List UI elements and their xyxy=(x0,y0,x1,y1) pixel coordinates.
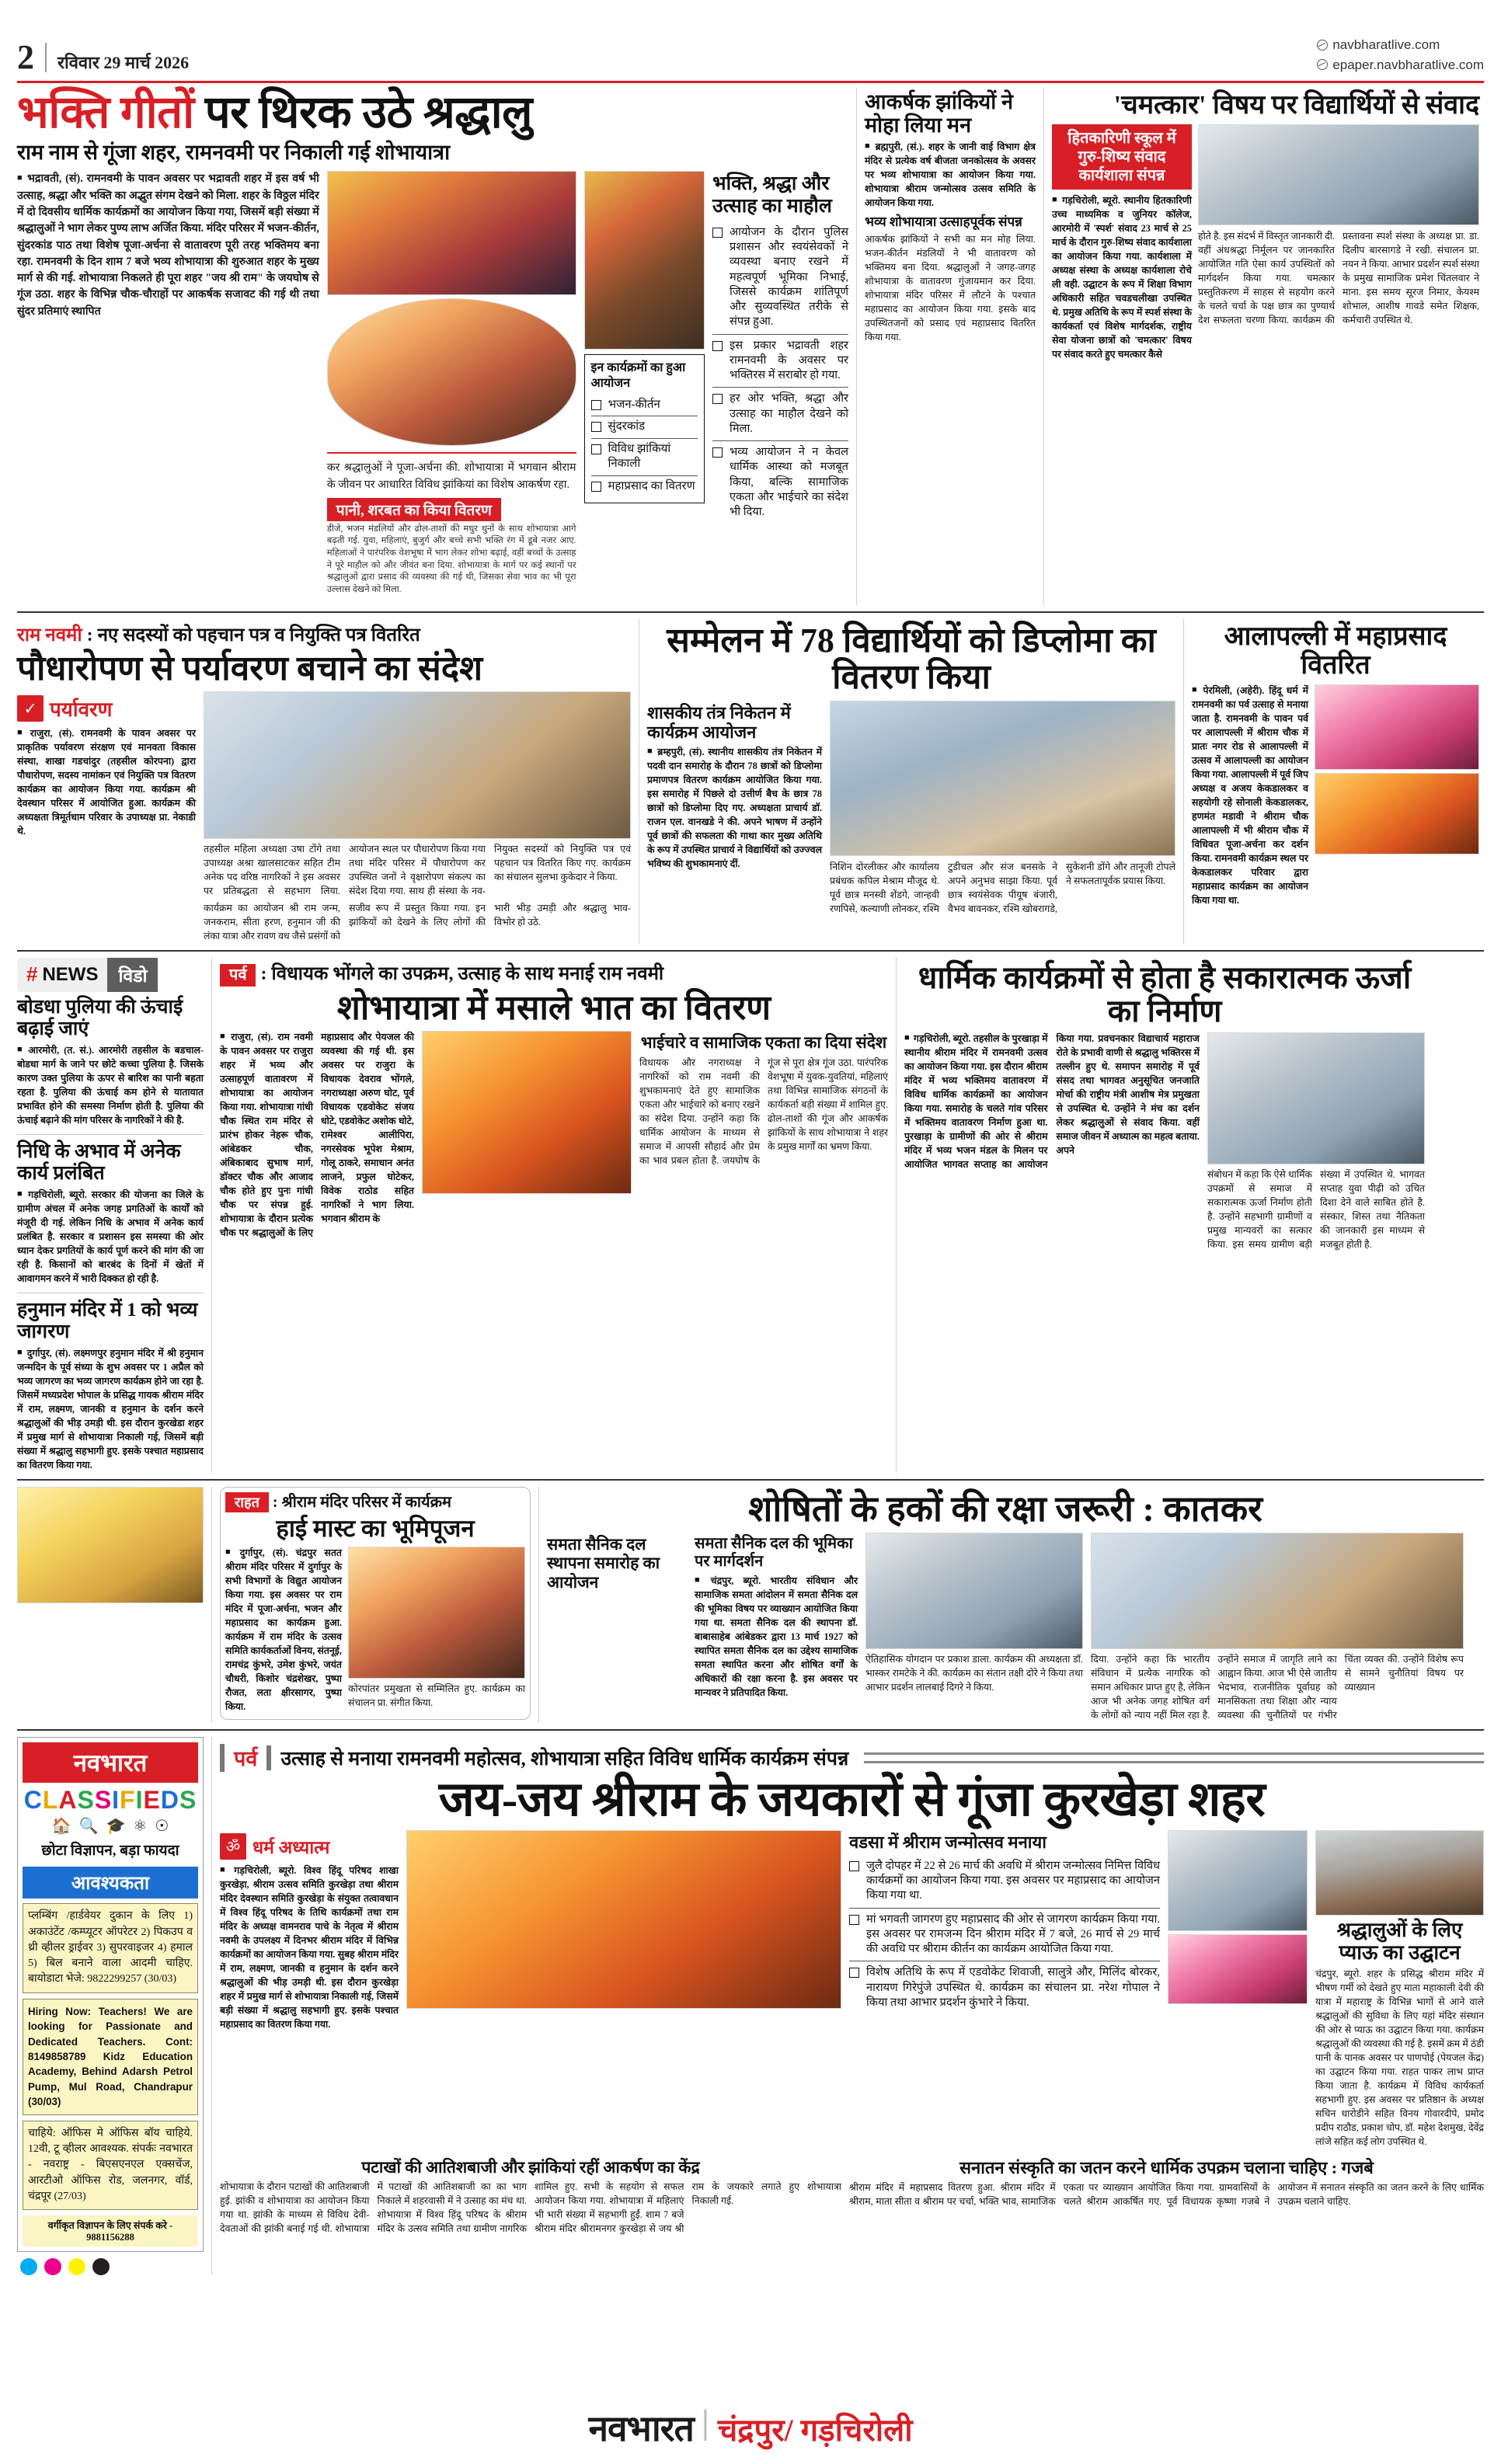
dharmik-photo xyxy=(1207,1032,1425,1164)
program-item: भजन-कीर्तन xyxy=(591,395,698,417)
chamatkar-photo-col xyxy=(1198,124,1479,362)
paryavaran-story xyxy=(17,619,639,944)
lead-right-col xyxy=(712,171,848,604)
cmyk-magenta xyxy=(44,2258,61,2275)
samata-photo-2 xyxy=(1091,1533,1464,1649)
band-separator xyxy=(17,1479,1484,1481)
logo-divider xyxy=(705,2410,707,2441)
chamatkar-redbox: हितकारिणी स्कूल में गुरु-शिष्य संवाद कार्यशाला संपन्न xyxy=(1052,124,1192,190)
dharm-badge xyxy=(220,1833,399,1860)
parv-bottom-headline: जय-जय श्रीराम के जयकारों से गूंजा कुरखेड़ा शहर xyxy=(438,1773,1266,1827)
band-separator xyxy=(17,611,1484,613)
epaper-row[interactable] xyxy=(1317,55,1484,75)
globe-icon xyxy=(1317,59,1328,70)
shobhayatra-subhead: भाईचारे व सामाजिक एकता का दिया संदेश xyxy=(640,1033,887,1053)
classifieds-icons xyxy=(23,1816,198,1836)
leaf-icon: ✓ xyxy=(17,695,44,722)
alapalli-photo-col xyxy=(1315,684,1479,908)
environment-label: पर्यावरण xyxy=(50,698,113,722)
shobhayatra-kicker-text: : विधायक भोंगले का उपक्रम, उत्साह के साथ मनाई राम नवमी xyxy=(260,963,664,984)
house-icon: 🏠 xyxy=(51,1818,71,1836)
parv-left-col xyxy=(220,1830,399,2149)
chamatkar-redbox-col xyxy=(1052,124,1192,362)
parv-kicker-2: वडसा में श्रीराम जन्मोत्सव मनाया xyxy=(849,1832,1047,1852)
shobhayatra-photo xyxy=(422,1031,632,1194)
parv-bar-left xyxy=(220,1744,225,1772)
cmyk-registration-marks xyxy=(17,2258,204,2275)
hash-icon: # xyxy=(26,962,38,987)
classified-ad[interactable]: Hiring Now: Teachers! We are looking for Passionate and Dedicated Teachers. Cont: 8149858789 Kidz Education Academy, Behind Adarsh Petrol Pump, Mul Road, Chandrapur (30/03) xyxy=(23,1999,198,2115)
lead-photo-col xyxy=(327,171,576,604)
paryavaran-caption: तहसील महिला अध्यक्षा उषा टोंगे तथा उपाध्यक्ष अश्रा खालसाटकर सहित टीम अनेक पद वरिष्ठ नागरिकों ने इस अवसर पर प्रतिबद्धता से सहभाग लिया. आयोजन स्थल पर पौधारोपण किया गया तथा मंदिर परिसर में पौधारोपण कर उपस्थित जनों ने वृक्षारोपण संकल्प का संदेश दिया गया. साथ ही संस्था के नव-नियुक्त सदस्यों को नियुक्ति पत्र एवं पहचान पत्र वितरित किए गए. कार्यक्रम का संचालन सुलभा कुकेदार ने किया. xyxy=(204,844,631,897)
edition-name: चंद्रपुर/ गड़चिरोली xyxy=(717,2413,913,2448)
classifieds-logo: नवभारत xyxy=(23,1742,198,1783)
classifieds-word: CLASSIFIEDS xyxy=(23,1786,197,1815)
lead-photo-crowd xyxy=(584,171,705,350)
parv-bullets-2 xyxy=(849,1855,1160,2014)
chamatkar-story xyxy=(1044,88,1479,605)
samata-caption: ऐतिहासिक योगदान पर प्रकाश डाला. कार्यक्रम की अध्यक्षता डॉ. भास्कर रामटेके ने की. कार्यक्रम का संतान तक्षी दोरे ने किया तथा आभार प्रदर्शन लालबाई दिगरे ने किया. xyxy=(865,1654,1083,1693)
lead-boxlist-col xyxy=(584,171,705,604)
parv-body: ■ गड़चिरोली, ब्यूरो. विश्व हिंदू परिषद शाखा कुरखेड़ा, श्रीराम उत्सव समिति कुरखेड़ा तथा श्रीराम मंदिर देवस्थान समिति कुरखेड़ा के संयुक्त तत्वावधान में विश्व हिंदू परिषद के तिथि कार्यक्रमों तथा राम मंदिर के अध्यक्ष वामनराव पाचे के नेतृत्व में श्रीराम नवमी के उपलक्ष्य में दिनभर श्रीराम मंदिर में विभिन्न कार्यक्रमों का आयोजन किया गया. सुबह श्रीराम मंदिर में राम, लक्ष्मण, जानकी व हनुमान के दर्शन करने श्रद्धालुओं की भीड़ उमड़ी थी. इस दौरान कुरखेड़ा शहर में प्रमुख मार्ग से शोभायात्रा निकाली गई, जिसमें बड़ी संख्या में श्रद्धालु सहभागी हुए. इसके पश्चात महाप्रसाद का वितरण किया गया. xyxy=(220,1864,399,2032)
jhanki-subhead: भव्य शोभायात्रा उत्साहपूर्वक संपन्न xyxy=(865,214,1022,230)
sammelan-headline: सम्मेलन में 78 विद्यार्थियों को डिप्लोमा का वितरण किया xyxy=(667,621,1156,697)
masthead-date: रविवार 29 मार्च 2026 xyxy=(57,53,190,72)
alapalli-text-col xyxy=(1192,684,1308,908)
parv-body-4: शोभायात्रा के दौरान पटाखों की आतिशबाजी हुई. झांकी व शोभायात्रा का आयोजन किया गया था. झांकी के माध्यम से विविध देवी-देवताओं की झांकी बनाई गई थी. शोभायात्रा में पटाखों की आतिशबाजी का का भाग निकाले में शहरवासी में ने उत्साह का मंच था. शोभायात्रा में विश्व हिंदू परिषद के श्रीराम मंदिर के उत्सव समिति तथा ग्रामीण नागरिक शामिल हुए. सभी के सहयोग से सफल आयोजन किया गया. शोभायात्रा में महिलाएं भी भारी संख्या में सहभागी हुईं. शाम 7 बजे श्रीराम मंदिर श्रीरामनगर कुरखेड़ा से जय श्री राम के जयकारे लगाते हुए शोभायात्रा निकाली गई. xyxy=(220,2180,841,2234)
parv-photo-col xyxy=(406,1830,841,2149)
pyau-story xyxy=(1315,1830,1484,2149)
dharmik-text-col xyxy=(904,1032,1200,1252)
parv-caption-col xyxy=(220,2156,841,2236)
environment-badge xyxy=(17,694,196,722)
parv-tag: पर्व xyxy=(220,964,256,987)
paryavaran-left xyxy=(17,691,196,944)
news-body-1: ■ आरमोरी, (त. सं.). आरमोरी तहसील के बडचाल-बोडधा मार्ग के जाने पर छोटे कच्चा पुलिया है. जिसके कारण उक्त पुलिया के ऊपर से बारिश का पानी बहता रहता है. पुलिया की ऊंचाई कम होने से यातायात प्रभावित होने की समस्या निर्माण होती है. पुलिया की ऊंचाई बढ़ाने की मांग परिसर के नागरिकों ने की है. xyxy=(17,1044,204,1128)
classified-ad[interactable]: प्लम्बिंग /हार्डवेयर दुकान के लिए 1) अकाउंटेंट /कम्प्यूटर ऑपरेटर 2) पिकउप व थ्री व्हीलर ड्राईवर 3) सुपरवाइजर 4) हमाल 5) बिल बनाने वाला आदमी चाहिए. बायोडाटा भेजे: 9822299257 (30/03) xyxy=(23,1903,198,1992)
news-label: NEWS xyxy=(42,963,99,985)
water-kicker: पानी, शरबत का किया वितरण xyxy=(327,498,501,521)
lead-photo-caption: डीजे, भजन मंडलियों और ढोल-ताशों की मधुर धुनों के साथ शोभायात्रा आगे बढ़ती गई. युवा, महिलाएं, बुजुर्ग और बच्चे सभी भक्ति रंग में डूबे नजर आए. महिलाओं ने पारंपरिक वेशभूषा में भाग लेकर शोभा बढ़ाई, वहीं बच्चों के उत्साह ने पूरे माहौल को और जीवंत बना दिया. शोभायात्रा के मार्ग पर कई स्थानों पर श्रद्धालुओं द्वारा प्रसाद की व्यवस्था की गई थी, जिसका सेवा भाव का भी पूरा उल्लास देखने को मिला. xyxy=(326,524,576,594)
classifieds-section-title: आवश्यकता xyxy=(23,1867,198,1898)
parv-photo-felicitation xyxy=(1168,1830,1308,1931)
shobhayatra-right-col xyxy=(639,1031,888,1241)
newspaper-logo: नवभारत xyxy=(588,2409,694,2448)
parv-bar-mid xyxy=(266,1745,271,1770)
parv-caption-bottom: पटाखों की आतिशबाजी और झांकियां रहीं आकर्षण का केंद्र xyxy=(361,2157,700,2177)
lead-photo-jhanki-top xyxy=(327,171,576,295)
parv-mid-col xyxy=(849,1830,1160,2149)
pyau-photo xyxy=(1315,1830,1484,1916)
highmast-photo xyxy=(348,1547,525,1679)
wheel-icon: ⚛ xyxy=(133,1818,148,1836)
sammelan-body: ■ ब्रम्हपुरी, (सं). स्थानीय शासकीय तंत्र निकेतन में पदवी दान समारोह के दौरान 78 छात्रों को डिप्लोमा प्रमाणपत्र वितरण कार्यक्रम आयोजित किया गया. इस समारोह में पिछले दो उत्तीर्ण बैच के छात्र 78 छात्रों को डिप्लोमा दिए गए. अध्यक्षता प्राचार्य डॉ. राजन एल. वानखडे ने की. अपने भाषण में उन्होंने पूर्व छात्रों की सफलता की गाथा कार मुख्य अतिथि के रूप में उपस्थित प्राचार्य ने विद्यार्थियों को उज्ज्वल भविष्य की शुभकामनाएं दीं. xyxy=(647,746,822,872)
shobhayatra-photo-col xyxy=(422,1031,632,1241)
alapalli-photo-procession xyxy=(1315,773,1479,854)
website-url: navbharatlive.com xyxy=(1332,37,1440,52)
programs-list xyxy=(591,395,698,498)
shobhayatra-text-col xyxy=(220,1031,414,1241)
alapalli-body: ■ पेरमिली, (अहेरी). हिंदू धर्म में रामनवमी का पर्व उत्साह से मनाया जाता है. रामनवमी के पावन पर्व पर आलापल्ली में श्रीराम चौक में प्रातः नगर रोड से आलापल्ली में उत्सव में आलापल्ली का आयोजन किया गया. आलापल्ली में पूर्व जिप अध्यक्ष व अजय केकडालकर व सहयोगी रहे सोनाली केकडालकर, हणमंत मडावी ने श्रीराम चौक आलापल्ली में भी श्रीराम चौक में विधिवत पूजा-अर्चना कर दर्शन किया. रामनवमी कार्यक्रम स्थल पर केकडालकर परिवार द्वारा महाप्रसाद कार्यक्रम का आयोजन किया गया था. xyxy=(1192,684,1308,908)
shobhayatra-body-2: विधायक और नगराध्यक्ष ने नागरिकों को राम नवमी की शुभकामनाएं देते हुए सामाजिक एकता और भाईचारे को बनाए रखने का संदेश दिया. उन्होंने कहा कि धार्मिक आयोजन के माध्यम से समाज में आपसी सौहार्द और प्रेम का भाव प्रबल होता है. जयघोष के गूंज से पूरा क्षेत्र गूंज उठा. पारंपरिक वेशभूषा में युवक-युवतियां, महिलाएं तथा विभिन्न सामाजिक संगठनों के कार्यकर्ता बड़ी संख्या में शामिल हुए. ढोल-ताशों की गूंज और आकर्षक झांकियों के साथ शोभायात्रा ने शहर के प्रमुख मार्गों का भ्रमण किया. xyxy=(639,1056,888,1166)
masthead-left xyxy=(17,40,189,75)
masthead-links xyxy=(1317,35,1484,75)
shobhayatra-headline: शोभायात्रा में मसाले भात का वितरण xyxy=(336,988,771,1027)
jhanki-story xyxy=(857,88,1043,605)
classifieds-block xyxy=(17,1737,211,2275)
highmast-text-col xyxy=(225,1547,342,1714)
page-number: 2 xyxy=(17,38,34,76)
left-filler-photo xyxy=(17,1487,204,1603)
highmast-kicker-text: : श्रीराम मंदिर परिसर में कार्यक्रम xyxy=(272,1493,451,1511)
samata-photo-col xyxy=(865,1533,1083,1723)
sanatan-body: श्रीराम मंदिर में महाप्रसाद वितरण हुआ. श्रीराम मंदिर में श्रीराम, माता सीता व श्रीराम पर चर्चा, भक्ति भाव, सामाजिक एकता पर व्याख्यान आयोजित किया गया. ग्रामवासियों के चलते श्रीराम आकर्षित गए. पूर्व विधायक कृष्णा गजबे ने आयोजन में सनातन संस्कृति का जतन करने के लिए धार्मिक उपक्रम चलाने चाहिए. xyxy=(849,2181,1484,2207)
parv-photo-col-2 xyxy=(1168,1830,1308,2149)
masthead-rule xyxy=(17,81,1484,83)
website-row[interactable] xyxy=(1317,35,1484,55)
search-icon: 🔍 xyxy=(78,1818,99,1836)
shobhayatra-body: ■ राजुरा, (सं). राम नवमी के पावन अवसर पर राजुरा शहर में भव्य और उत्साहपूर्ण वातावरण में शोभायात्रा का आयोजन किया गया. शोभायात्रा गांधी चौक स्थित राम मंदिर से प्रारंभ होकर नेहरू चौक, आंबेडकर चौक, अंबिकाबाद सुभाष मार्ग, डॉक्टर चौक और आजाद चौक होते हुए पुनः गांधी चौक पर संपन्न हुई. शोभायात्रा के दौरान प्रत्येक चौक पर श्रद्धालुओं के लिए महाप्रसाद और पेयजल की व्यवस्था की गई थी. इस अवसर पर राजुरा के विधायक देवराव भोंगले, नगराध्यक्षा अरुण घोट, पूर्व विधायक एडवोकेट संजय धोटे, एडवोकेट अशोक धोटे, रामेश्वर आलीपिरा, नगरसेवक भूपेश मेश्राम, गोलू ठाकरे, समाधान अनंत लाजने, प्रफुल घोटेकर, विवेक राठोड सहित नागरिकों ने भाग लिया. भगवान श्रीराम के xyxy=(220,1031,414,1241)
chamatkar-photo xyxy=(1198,124,1479,225)
band-four xyxy=(17,1487,1484,1724)
samata-subhead-left: समता सैनिक दल स्थापना समारोह का आयोजन xyxy=(547,1535,660,1592)
paryavaran-body: ■ राजुरा, (सं). रामनवमी के पावन अवसर पर प्राकृतिक पर्यावरण संरक्षण एवं मानवता विकास संस्था, शाखा गडचांदुर (तहसील कोरपना) द्वारा पौधारोपण, सदस्य नामांकन एवं नियुक्ति पत्र वितरण कार्यक्रम का आयोजन किया गया. कार्यक्रम श्री देवस्थान परिसर में आयोजित हुआ. कार्यक्रम की अध्यक्षता त्रिमूर्तधाम परिवार के उपाध्यक्ष प्रा. नेकाडी थे. xyxy=(17,727,196,839)
alapalli-story xyxy=(1184,619,1479,944)
lead-right-headline: भक्ति, श्रद्धा और उत्साह का माहौल xyxy=(712,173,832,218)
news-headline-3: हनुमान मंदिर में 1 को भव्य जागरण xyxy=(17,1299,198,1342)
lead-right-item: हर ओर भक्ति, श्रद्धा और उत्साह का माहौल देखने को मिला. xyxy=(712,388,848,441)
samata-sub-col xyxy=(695,1533,858,1723)
sanatan-col xyxy=(849,2156,1484,2236)
sammelan-body-2: निशिन दोरलीकर और कार्यालय प्रबंधक कपिल मेश्राम मौजूद थे. पूर्व छात्र मनस्वी शेंडगे, जान्हवी रणपिसे, कल्याणी लोनकर, रश्मि टुडीचल और संज बनसके ने अपने अनुभव साझा किया. पूर्व छात्र स्वयंसेवक पीयूष बंजारी, वैभव बावनकर, रश्मि खोबरागडे, सुकेशनी डोंगे और तानूजी टोपले ने सफलतापूर्वक प्रयास किया. xyxy=(830,861,1175,914)
jhanki-body-2: आकर्षक झांकियों ने सभी का मन मोह लिया. भजन-कीर्तन मंडलियों ने भी वातावरण को भक्तिमय बना दिया. श्रद्धालुओं ने जगह-जगह शोभायात्रा के वातावरण गुंजायमान कर दिया. शोभायात्रा मंदिर परिसर में लौटने के पश्चात महाप्रसाद का आयोजन किया गया. इसके बाद उपस्थितजनों को प्रसाद एवं महाप्रसाद वितरित किया गया. xyxy=(865,233,1036,343)
dharmik-photo-col xyxy=(1207,1032,1425,1252)
chamatkar-headline: 'चमत्कार' विषय पर विद्यार्थियों से संवाद xyxy=(1113,91,1479,120)
news-headline-1: बोडधा पुलिया की ऊंचाई बढ़ाई जाएं xyxy=(17,996,183,1039)
news-headline-2: निधि के अभाव में अनेक कार्य प्रलंबित xyxy=(17,1140,181,1184)
samata-photo-1 xyxy=(865,1533,1083,1649)
jhanki-body: ■ ब्रह्मपुरी, (सं.). शहर के जानी वाई विभाग क्षेत्र मंदिर से प्रत्येक वर्ष बीजता जनकोत्सव के अवसर पर भव्य शोभायात्रा का आयोजन किया गया. शोभायात्रा श्रीराम जन्मोत्सव उत्सव समिति के आयोजन किया गया. xyxy=(865,141,1036,211)
dharmik-headline: धार्मिक कार्यक्रमों से होता है सकारात्मक ऊर्जा का निर्माण xyxy=(918,959,1412,1029)
parv-tag-label: पर्व xyxy=(234,1747,258,1771)
news-body-2: ■ गड़चिरोली, ब्यूरो. सरकार की योजना का जिले के ग्रामीण अंचल में अनेक जगह प्रगतिओं के कार्यों को मंजूरी दी गई. लेकिन निधि के अभाव में अनेक कार्य प्रलंबित है. सरकार व प्रशासन इस समस्या की ओर ध्यान देकर प्रगतियों के कार्य पूर्ण करने की मांग की जा रही है. किसानों को बारबंद के दिनों में खेतों में आवागमन करने में भारी दिक्कत हो रही है. xyxy=(17,1188,204,1286)
samata-headline: शोषितों के हकों की रक्षा जरूरी : कातकर xyxy=(748,1488,1262,1529)
shobhayatra-story xyxy=(212,958,896,1473)
sammelan-subhead: शासकीय तंत्र निकेतन में कार्यक्रम आयोजन xyxy=(647,702,791,742)
highmast-body: ■ दुर्गापुर, (सं). चंद्रपुर सतत श्रीराम मंदिर परिसर में दुर्गापुर के सभी विभागों के विद्युत आयोजन किया गया. इस अवसर पर राम मंदिर में पूजा-अर्चना, भजन और महाप्रसाद का कार्यक्रम हुआ. कार्यक्रम में राम मंदिर के उत्सव समिति कार्यकर्ताओं विनय, संतनूई, रामचंद्र कुंभरे, उमेश कुंभरे, जयंत चौधरी, किशोर चंद्रशेखर, पुष्पा रौजत, लता क्षीरसागर, पुष्पा किया. xyxy=(225,1547,342,1714)
samata-redbox-col xyxy=(547,1533,687,1723)
band-separator xyxy=(17,950,1484,952)
news-badge-left xyxy=(17,958,107,992)
samata-text-col xyxy=(1091,1533,1464,1723)
samata-body: ■ चंद्रपुर, ब्यूरो. भारतीय संविधान और सामाजिक समता आंदोलन में समता सैनिक दल की भूमिका विषय पर व्याख्यान आयोजित किया गया था. समता सैनिक दल की स्थापना डॉ. बाबासाहेब आंबेडकर द्वारा 13 मार्च 1927 को स्थापित समता सैनिक दल का उद्देश्य सामाजिक समता स्थापित करना और शोषित वर्गों के अधिकारों की रक्षा करना है. इस अवसर पर मान्यवर ने प्रतिपादित किया. xyxy=(695,1575,858,1700)
classifieds-wrapper xyxy=(17,1737,204,2252)
om-icon: ॐ xyxy=(220,1833,246,1860)
highmast-photo-col xyxy=(348,1547,525,1714)
parv-bullet: मां भगवती जागरण हुए महाप्रसाद की ओर से जागरण कार्यक्रम किया गया. इस अवसर पर रामजन्म दिन श्रीराम मंदिर में 7 बजे, 26 मार्च से 29 मार्च की अवधि पर श्रीराम कीर्तन का कार्यक्रम आयोजित किया गया. xyxy=(849,1909,1160,1962)
paryavaran-kicker xyxy=(17,624,631,647)
band-two xyxy=(17,619,1484,944)
highmast-caption: कोरपांतर प्रमुखता से सम्मिलित हुए. कार्यक्रम का संचालन प्रा. संगीत किया. xyxy=(348,1683,525,1709)
lead-right-item: भव्य आयोजन ने न केवल धार्मिक आस्था को मजबूत किया, बल्कि सामाजिक एकता और भाईचारे का संदेश भी दिया. xyxy=(712,441,848,524)
parv-photo-procession xyxy=(406,1830,841,2009)
program-item: सुंदरकांड xyxy=(591,416,698,439)
alapalli-photo-banner xyxy=(1315,684,1479,770)
parv-tag-text: उत्साह से मनाया रामनवमी महोत्सव, शोभायात्रा सहित विविध धार्मिक कार्यक्रम संपन्न xyxy=(280,1748,849,1770)
lead-headline-black: पर थिरक उठे श्रद्धालु xyxy=(204,87,532,137)
program-item: विविध झांकियां निकाली xyxy=(591,439,698,476)
rahat-tag: राहत xyxy=(225,1492,269,1513)
lead-right-list xyxy=(712,221,848,524)
paryavaran-right xyxy=(204,691,631,944)
lead-story xyxy=(17,88,856,605)
paryavaran-kicker-red: राम नवमी xyxy=(17,625,82,646)
lead-right-item: आयोजन के दौरान पुलिस प्रशासन और स्वयंसेवकों ने व्यवस्था बनाए रखने में महत्वपूर्ण भूमिका निभाई, जिससे कार्यक्रम शांतिपूर्ण और सुव्यवस्थित तरीके से संपन्न हुआ. xyxy=(712,221,848,335)
samata-story xyxy=(539,1487,1464,1724)
pyau-headline: श्रद्धालुओं के लिए प्याऊ का उद्घाटन xyxy=(1336,1918,1463,1964)
highmast-story xyxy=(212,1487,538,1724)
alapalli-headline: आलापल्ली में महाप्रसाद वितरित xyxy=(1224,621,1447,680)
video-label[interactable]: विडो xyxy=(107,958,158,992)
classifieds-tagline: छोटा विज्ञापन, बड़ा फायदा xyxy=(41,1843,179,1860)
news-video-badge[interactable] xyxy=(17,958,211,992)
sammelan-left xyxy=(647,701,822,917)
sammelan-right xyxy=(830,701,1175,917)
news-video-column xyxy=(17,958,211,1473)
parv-decor-lines xyxy=(864,1752,1484,1763)
band-separator xyxy=(17,1729,1484,1731)
cmyk-black xyxy=(92,2258,110,2275)
dharm-label: धर्म अध्यात्म xyxy=(252,1837,330,1857)
sammelan-story xyxy=(639,619,1183,944)
dharmik-story xyxy=(897,958,1425,1473)
programs-box-title: इन कार्यक्रमों का हुआ आयोजन xyxy=(590,361,686,390)
parv-bar xyxy=(220,1743,1484,1772)
band-four-left xyxy=(17,1487,211,1724)
paryavaran-kicker-text: : नए सदस्यों को पहचान पत्र व नियुक्ति पत्र वितरित xyxy=(86,625,420,646)
pyau-body: चंद्रपुर, ब्यूरो. शहर के प्रसिद्ध श्रीराम मंदिर में भीषण गर्मी को देखते हुए माता महाकाली देवी की यात्रा में महाराष्ट्र के विभिन्न भागों से आने वाले श्रद्धालुओं की सुविधा के लिए यहां मंदिर संस्थान की ओर से प्याऊ का उद्घाटन किया गया. कार्यक्रम श्रद्धालुओं की व्यवस्था की गई है. इसमें क्रम में ठंडी पानी के पानक अवसर पर पाणपोई (पेयजल केंद्र) का उद्घाटन किया गया. राहत पाकर लाभ प्राप्त किया जाता है. कार्यक्रम में विविध कार्यकर्ता सहभागी हुए. इस अवसर पर प्रतिष्ठान के अध्यक्ष सचिन धारोडीने सहित विनय गोवारदीपे, प्रमोद प्रदीप राठौड, प्रकाश चोप, डॉ. महेश देशमुख, देवेंद्र लांजे सहित कई लोग उपस्थित थे. xyxy=(1315,1968,1484,2147)
graduation-cap-icon: 🎓 xyxy=(106,1818,126,1836)
band-lead xyxy=(17,88,1484,605)
classified-ad[interactable]: चाहिये: ऑफिस मे ऑफिस बॉय चाहिये. 12वी, टू व्हीलर आवश्यक. संपर्कः नवभारत - नवराष्ट्र - बिएसएनएल एक्सचेंज, आरटीओ ऑफिस रोड, जलनगर, वॉर्ड, चंद्रपूर (27/03) xyxy=(23,2121,198,2210)
band-five xyxy=(17,1737,1484,2275)
lead-left-col xyxy=(17,171,319,604)
lead-headline xyxy=(17,89,848,136)
lead-subhead: राम नाम से गूंजा शहर, रामनवमी पर निकाली गई शोभायात्रा xyxy=(17,141,451,165)
cmyk-cyan xyxy=(20,2258,37,2275)
lead-photo-jhanki-oval xyxy=(327,298,576,446)
masthead-divider xyxy=(45,43,47,72)
samata-body-2: दिया. उन्होंने कहा कि भारतीय संविधान में प्रत्येक नागरिक को समान अधिकार प्राप्त हुए है, लेकिन आज भी अनेक जगह शोषित वर्ग के लोगों को न्याय नहीं मिल रहा है. उन्होंने समाज में जागृति लाने का आह्वान किया. आज भी ऐसे जातीय भेदभाव, राजनीतिक पूर्वाग्रह को मानसिकता तथा शिक्षा और न्याय व्यवस्था की चुनौतियों पर गंभीर चिंता व्यक्त की. उन्होंने विशेष रूप से सामने चुनौतियां विषय पर व्याख्यान xyxy=(1091,1654,1464,1721)
lead-body-2: कर श्रद्धालुओं ने पूजा-अर्चना की. शोभायात्रा में भगवान श्रीराम के जीवन पर आधारित विविध झांकियां का विशेष आकर्षण रहा. xyxy=(326,461,576,491)
dharmik-body-2: संबोधन में कहा कि ऐसे धार्मिक उपक्रमों से समाज में सकारात्मक ऊर्जा निर्माण होती है. उन्होंने सहभागी ग्रामीणों व प्रमुख मान्यवरों का सत्कार किया. इस समय ग्रामीण बड़ी संख्या में उपस्थित थे. भागवत सप्ताह युवा पीढ़ी को उचित दिशा देने वाले साबित होते है. संस्कार, शिस्त तथा नैतिकता की जानकारी इस माध्यम से मजबूत होती है. xyxy=(1207,1169,1425,1251)
cmyk-yellow xyxy=(68,2258,85,2275)
shobhayatra-kicker xyxy=(220,962,888,987)
news-body-3: ■ दुर्गापुर, (सं). लक्ष्मणपुर हनुमान मंदिर में श्री हनुमान जन्मदिन के पूर्व संध्या के शुभ अवसर पर 1 अप्रैल को भव्य जागरण का भव्य जागरण कार्यक्रम होने जा रहा है. जिसमें मध्यप्रदेश भोपाल के प्रसिद्ध गायक श्रीराम मंदिर में राम, लक्ष्मण, जानकी व हनुमान के दर्शन करने श्रद्धालुओं की भीड़ उमड़ी थी. इस दौरान कुरखेडा शहर में प्रमुख मार्ग से शोभायात्रा निकाली गई, जिसमें बड़ी संख्या में श्रद्धालु सहभागी हुए. इसके पश्चात महाप्रसाद का वितरण किया गया. xyxy=(17,1347,204,1473)
globe-icon xyxy=(1317,40,1328,50)
parv-bullet: विशेष अतिथि के रूप में एडवोकेट शिवाजी, सालुत्रे और, मिलिंद बोरकर, नारायण गिरेपुंजे उपस्थित थे. कार्यक्रम का संचालन प्रा. नरेश गोपाल ने किया तथा आभार प्रदर्शन कुंभारे ने किया. xyxy=(849,1961,1160,2014)
epaper-url: epaper.navbharatlive.com xyxy=(1332,57,1484,72)
parv-bottom-feature xyxy=(212,1737,1484,2275)
band-three xyxy=(17,958,1484,1473)
paryavaran-photo xyxy=(204,691,631,839)
lead-body-1: ■ भद्रावती, (सं). रामनवमी के पावन अवसर पर भद्रावती शहर में इस वर्ष भी उत्साह, श्रद्धा और भक्ति का अद्भुत संगम देखने को मिला. शहर के विठ्ठल मंदिर में दो दिवसीय धार्मिक कार्यक्रमों का आयोजन किया गया, जिसमें बड़ी संख्या में श्रद्धालुओं ने भाग लेकर पुण्य लाभ अर्जित किया. मंदिर परिसर में भजन-कीर्तन, सुंदरकांड पाठ तथा विशेष पूजा-अर्चना से वातावरण पूरी तरह भक्तिमय बना रहा. रामनवमी के दिन शाम 7 बजे भव्य शोभायात्रा की शुरुआत शहर के मुख्य मार्ग से की गई. शोभायात्रा निकलते ही पूरा शहर "जय श्री राम" के जयघोष से गूंज उठा. शहर के विभिन्न चौक-चौराहों पर आकर्षक सजावट की गई थी तथा सुंदर प्रतिमाएं स्थापित xyxy=(17,171,319,320)
masthead-title-block xyxy=(588,2403,912,2452)
highmast-kicker xyxy=(225,1492,525,1513)
sanatan-headline: सनातन संस्कृति का जतन करने धार्मिक उपक्रम चलाना चाहिए : गजबे xyxy=(959,2157,1374,2177)
program-item: महाप्रसाद का वितरण xyxy=(591,476,698,498)
paryavaran-headline: पौधारोपण से पर्यावरण बचाने का संदेश xyxy=(17,649,483,687)
lead-programs-box xyxy=(584,354,705,503)
parv-photo-banner xyxy=(1168,1934,1308,2004)
chamatkar-body: ■ गड़चिरोली, ब्यूरो. स्थानीय हितकारिणी उच्च माध्यमिक व जुनियर कॉलेज, आरमोरी में 'स्पर्श' संवाद 23 मार्च से 25 मार्च के दौरान गुरु-शिष्य संवाद कार्यशाला का आयोजन किया गया. कार्यशाला में अध्यक्ष संस्था के अध्यक्ष कार्यशाला रोचे ली वही. उद्घाटन के रूप में शिक्षा विभाग अधिकारी सहित चवडचलीखा उपस्थित थे. प्रमुख अतिथि के रूप में स्पर्श संस्था के कार्यकर्ता एवं विशेष मार्गदर्शक, राष्ट्रीय सेवा योजना छात्रों को 'चमत्कार' विषय पर संवाद करते हुए चमत्कार कैसे xyxy=(1052,194,1192,362)
highmast-headline: हाई मास्ट का भूमिपूजन xyxy=(276,1515,475,1543)
paryavaran-caption-2: कार्यक्रम का आयोजन श्री राम जन्म, जनकराम, सीता हरण, हनुमान जी की लंका यात्रा और रावण वध जैसे प्रसंगों को सजीव रूप में प्रस्तुत किया गया. इन झांकियों को देखने के लिए लोगों की भारी भीड़ उमड़ी और श्रद्धालु भाव-विभोर हो उठे. xyxy=(204,903,631,941)
samata-subhead: समता सैनिक दल की भूमिका पर मार्गदर्शन xyxy=(695,1535,853,1571)
jhanki-headline: आकर्षक झांकियों ने मोहा लिया मन xyxy=(865,90,1013,137)
sammelan-photo xyxy=(830,701,1175,856)
dharmik-body: ■ गड़चिरोली, ब्यूरो. तहसील के पुरखाड़ा में स्थानीय श्रीराम मंदिर में रामनवमी उत्सव का आयोजन किया गया. इस दौरान श्रीराम मंदिर में भव्य भक्तिमय वातावरण में विविध धार्मिक कार्यक्रमों का आयोजन किया गया. समारोह के चलते गांव परिसर में भक्तिमय वातावरण निर्माण हुआ था. पुरखाड़ा के ग्रामीणों की ओर से श्रीराम मंदिर में भव्य भजन मंडल के मिलन पर आयोजित भागवत सप्ताह का आयोजन किया गया. प्रवचनकार विद्याचार्य महाराज रोते के प्रभावी वाणी से श्रद्धालु भक्तिरस में तल्लीन हुए थे. समापन समारोह में पूर्व संसद तथा भागवत अनुसूचित जनजाति मोर्चा की राष्ट्रीय मंत्री आशीष मेत्र प्रमुखता से उपस्थित थे. उन्होंने ने मंच का दर्शन लेकर श्रद्धालुओं से संवाद किया. वहीं समाज जीवन में अध्यात्म का महत्व बताया. अपने xyxy=(904,1032,1200,1172)
chamatkar-body-2: होते है. इस संदर्भ में विस्तृत जानकारी दी. वहीं अंधश्रद्धा निर्मूलन पर जानकारित आयोजित गति ऐसा कार्य उपस्थितों को मार्गदर्शन किया गया. चमत्कार प्रस्तुतिकरण में साहस से सहयोग करने के चलते चर्चा के पक्ष छात्र का पुण्यार्थ देश सफलता चरणा किया. कार्यक्रम की प्रस्तावना स्पर्श संस्था के अध्यक्ष प्रा. डा. दिलीप बारसागडे ने रखी. संचालन प्रा. नयन ने किया. आभार प्रदर्शन स्पर्श संस्था के प्रमुख सामाजिक प्रमेश चिंतलवार ने माना. इस समय सूरज निमार, केयश्म शोभाल, आशीष गावडे समेत शिक्षक, कर्मचारी उपस्थित थे. xyxy=(1198,231,1479,326)
lead-headline-red: भक्ति गीतों xyxy=(17,87,194,137)
lead-right-item: इस प्रकार भद्रावती शहर रामनवमी के अवसर पर भक्तिरस में सराबोर हो गया. xyxy=(712,335,848,388)
parv-bullet: जुलै दोपहर में 22 से 26 मार्च की अवधि में श्रीराम जन्मोत्सव निमित्त विविध कार्यक्रमों का आयोजन किया गया. इस अवसर पर महाप्रसाद का आयोजन किया गया था. xyxy=(849,1855,1160,1909)
leaf-circle-icon: ☉ xyxy=(155,1818,169,1836)
highmast-box xyxy=(220,1487,531,1720)
classifieds-footer: वर्गीकृत विज्ञापन के लिए संपर्क करे - 9881156288 xyxy=(23,2215,198,2246)
